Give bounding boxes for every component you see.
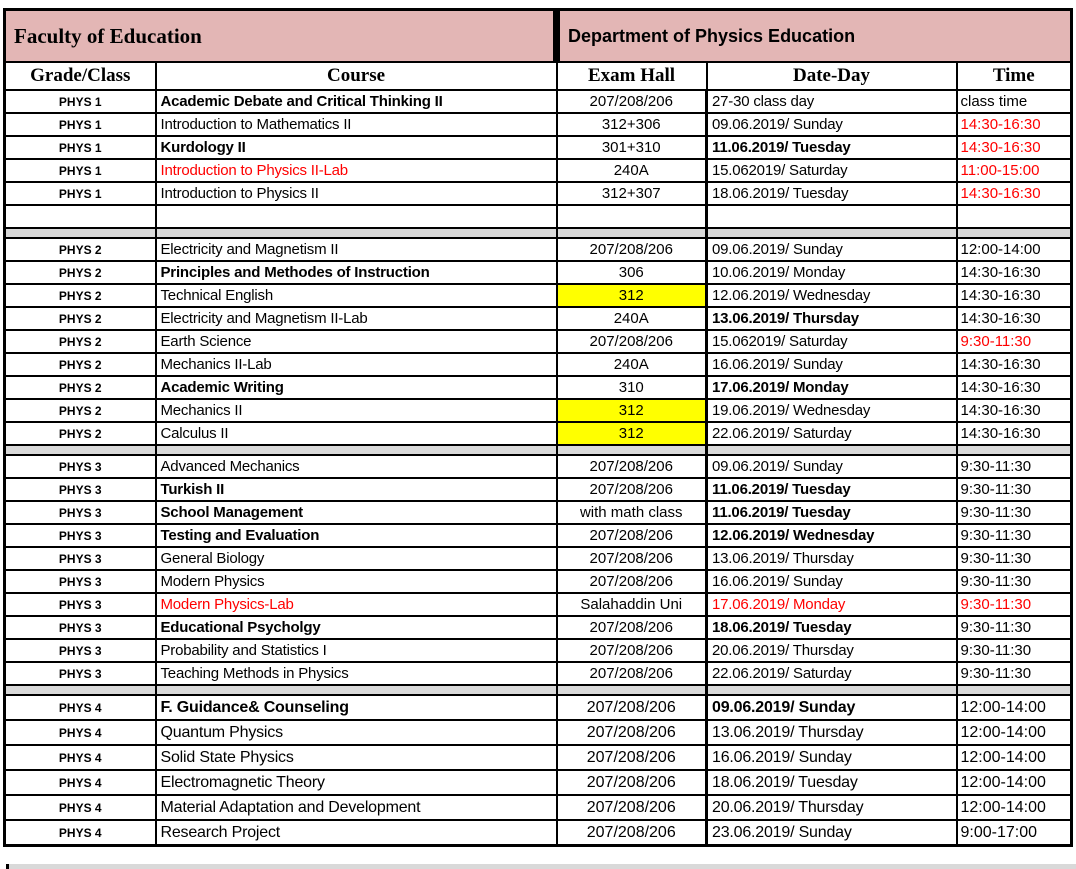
table-row — [5, 113, 1072, 136]
table-row — [5, 720, 1072, 745]
date-day-cell: 10.06.2019/ Monday — [707, 261, 957, 284]
table-row — [5, 795, 1072, 820]
date-day-cell: 17.06.2019/ Monday — [707, 376, 957, 399]
grade-cell: PHYS 1 — [5, 182, 156, 205]
separator-cell — [707, 228, 957, 238]
exam-hall-cell: Salahaddin Uni — [557, 593, 707, 616]
separator-cell — [5, 685, 156, 695]
course-cell: Testing and Evaluation — [156, 524, 557, 547]
exam-hall-cell: 207/208/206 — [557, 820, 707, 846]
time-cell: 14:30-16:30 — [957, 399, 1072, 422]
course-cell: Introduction to Mathematics II — [156, 113, 557, 136]
col-header-grade-class: Grade/Class — [5, 62, 156, 90]
time-cell: 9:30-11:30 — [957, 616, 1072, 639]
date-day-cell: 12.06.2019/ Wednesday — [707, 524, 957, 547]
time-cell: class time — [957, 90, 1072, 113]
separator-cell — [156, 228, 557, 238]
exam-hall-cell: 207/208/206 — [557, 770, 707, 795]
schedule-body — [5, 90, 1072, 846]
exam-hall-cell: 240A — [557, 307, 707, 330]
grade-cell: PHYS 1 — [5, 136, 156, 159]
grade-cell: PHYS 4 — [5, 820, 156, 846]
separator-cell — [557, 228, 707, 238]
table-row — [5, 770, 1072, 795]
banner-row — [5, 10, 1072, 63]
exam-hall-cell: 310 — [557, 376, 707, 399]
separator-cell — [5, 228, 156, 238]
table-row — [5, 593, 1072, 616]
course-cell: General Biology — [156, 547, 557, 570]
time-cell: 9:30-11:30 — [957, 330, 1072, 353]
exam-hall-cell: 312+307 — [557, 182, 707, 205]
date-day-cell: 27-30 class day — [707, 90, 957, 113]
grade-cell: PHYS 3 — [5, 616, 156, 639]
grade-cell: PHYS 3 — [5, 478, 156, 501]
date-day-cell: 12.06.2019/ Wednesday — [707, 284, 957, 307]
exam-hall-cell: 306 — [557, 261, 707, 284]
time-cell: 9:30-11:30 — [957, 570, 1072, 593]
separator-cell — [156, 685, 557, 695]
separator-cell — [957, 228, 1072, 238]
table-row — [5, 455, 1072, 478]
table-row — [5, 399, 1072, 422]
exam-hall-cell: 240A — [557, 353, 707, 376]
department-title: Department of Physics Education — [557, 10, 1072, 63]
grade-cell: PHYS 3 — [5, 662, 156, 685]
table-row — [5, 307, 1072, 330]
time-cell: 9:00-17:00 — [957, 820, 1072, 846]
date-day-cell: 18.06.2019/ Tuesday — [707, 770, 957, 795]
course-cell: Mechanics II-Lab — [156, 353, 557, 376]
date-day-cell: 09.06.2019/ Sunday — [707, 695, 957, 720]
course-cell: Introduction to Physics II-Lab — [156, 159, 557, 182]
date-day-cell: 15.062019/ Saturday — [707, 159, 957, 182]
date-day-cell: 22.06.2019/ Saturday — [707, 662, 957, 685]
table-row — [5, 182, 1072, 205]
exam-schedule-page — [3, 8, 1073, 847]
table-row — [5, 501, 1072, 524]
table-row — [5, 547, 1072, 570]
grade-cell: PHYS 3 — [5, 455, 156, 478]
faculty-title: Faculty of Education — [5, 10, 557, 63]
exam-hall-cell — [557, 205, 707, 228]
table-row — [5, 261, 1072, 284]
separator-cell — [957, 445, 1072, 455]
course-cell: Modern Physics — [156, 570, 557, 593]
time-cell: 14:30-16:30 — [957, 182, 1072, 205]
exam-hall-cell: 207/208/206 — [557, 330, 707, 353]
course-cell: Material Adaptation and Development — [156, 795, 557, 820]
time-cell: 11:00-15:00 — [957, 159, 1072, 182]
time-cell: 14:30-16:30 — [957, 422, 1072, 445]
exam-hall-cell: 312+306 — [557, 113, 707, 136]
separator-cell — [557, 685, 707, 695]
date-day-cell: 18.06.2019/ Tuesday — [707, 182, 957, 205]
course-cell: Earth Science — [156, 330, 557, 353]
course-cell: Modern Physics-Lab — [156, 593, 557, 616]
exam-hall-cell: 207/208/206 — [557, 524, 707, 547]
course-cell: Probability and Statistics I — [156, 639, 557, 662]
date-day-cell: 11.06.2019/ Tuesday — [707, 501, 957, 524]
exam-schedule-table — [3, 8, 1073, 847]
col-header-course: Course — [156, 62, 557, 90]
course-cell: Educational Psycholgy — [156, 616, 557, 639]
table-row — [5, 695, 1072, 720]
course-cell: Calculus II — [156, 422, 557, 445]
table-row — [5, 205, 1072, 228]
time-cell: 12:00-14:00 — [957, 238, 1072, 261]
table-row — [5, 639, 1072, 662]
exam-hall-cell: 301+310 — [557, 136, 707, 159]
date-day-cell: 16.06.2019/ Sunday — [707, 570, 957, 593]
grade-cell: PHYS 3 — [5, 547, 156, 570]
table-row — [5, 284, 1072, 307]
date-day-cell: 19.06.2019/ Wednesday — [707, 399, 957, 422]
date-day-cell: 20.06.2019/ Thursday — [707, 795, 957, 820]
grade-cell: PHYS 3 — [5, 524, 156, 547]
course-cell: Principles and Methodes of Instruction — [156, 261, 557, 284]
table-row — [5, 478, 1072, 501]
table-row — [5, 616, 1072, 639]
time-cell: 9:30-11:30 — [957, 501, 1072, 524]
table-row — [5, 820, 1072, 846]
date-day-cell: 09.06.2019/ Sunday — [707, 113, 957, 136]
separator-cell — [707, 685, 957, 695]
time-cell: 9:30-11:30 — [957, 639, 1072, 662]
time-cell: 9:30-11:30 — [957, 593, 1072, 616]
time-cell: 12:00-14:00 — [957, 745, 1072, 770]
time-cell: 14:30-16:30 — [957, 376, 1072, 399]
exam-hall-cell: 207/208/206 — [557, 795, 707, 820]
exam-hall-cell: 207/208/206 — [557, 238, 707, 261]
course-cell: Quantum Physics — [156, 720, 557, 745]
course-cell: Technical English — [156, 284, 557, 307]
grade-cell: PHYS 2 — [5, 399, 156, 422]
grade-cell: PHYS 3 — [5, 501, 156, 524]
date-day-cell: 16.06.2019/ Sunday — [707, 353, 957, 376]
date-day-cell: 15.062019/ Saturday — [707, 330, 957, 353]
table-row — [5, 524, 1072, 547]
time-cell: 12:00-14:00 — [957, 770, 1072, 795]
time-cell: 9:30-11:30 — [957, 547, 1072, 570]
grade-cell: PHYS 1 — [5, 90, 156, 113]
date-day-cell: 11.06.2019/ Tuesday — [707, 136, 957, 159]
grade-cell: PHYS 1 — [5, 113, 156, 136]
grade-cell: PHYS 2 — [5, 261, 156, 284]
time-cell — [957, 205, 1072, 228]
course-cell: Mechanics II — [156, 399, 557, 422]
table-row — [5, 159, 1072, 182]
exam-hall-cell: 207/208/206 — [557, 478, 707, 501]
exam-hall-cell: 207/208/206 — [557, 720, 707, 745]
course-cell: Electricity and Magnetism II — [156, 238, 557, 261]
table-row — [5, 238, 1072, 261]
date-day-cell: 13.06.2019/ Thursday — [707, 547, 957, 570]
separator-cell — [557, 445, 707, 455]
grade-cell: PHYS 4 — [5, 795, 156, 820]
col-header-exam-hall: Exam Hall — [557, 62, 707, 90]
col-header-date-day: Date-Day — [707, 62, 957, 90]
date-day-cell: 22.06.2019/ Saturday — [707, 422, 957, 445]
table-row — [5, 330, 1072, 353]
time-cell: 9:30-11:30 — [957, 478, 1072, 501]
grade-cell: PHYS 3 — [5, 593, 156, 616]
table-row — [5, 376, 1072, 399]
exam-hall-cell: 312 — [557, 399, 707, 422]
section-separator-row — [5, 228, 1072, 238]
grade-cell — [5, 205, 156, 228]
date-day-cell: 20.06.2019/ Thursday — [707, 639, 957, 662]
course-cell: Solid State Physics — [156, 745, 557, 770]
course-cell: Academic Writing — [156, 376, 557, 399]
exam-hall-cell: with math class — [557, 501, 707, 524]
grade-cell: PHYS 3 — [5, 639, 156, 662]
exam-hall-cell: 207/208/206 — [557, 745, 707, 770]
course-cell: Turkish II — [156, 478, 557, 501]
table-row — [5, 353, 1072, 376]
time-cell: 14:30-16:30 — [957, 113, 1072, 136]
exam-hall-cell: 207/208/206 — [557, 570, 707, 593]
exam-hall-cell: 207/208/206 — [557, 616, 707, 639]
date-day-cell: 13.06.2019/ Thursday — [707, 720, 957, 745]
separator-cell — [957, 685, 1072, 695]
course-cell: Teaching Methods in Physics — [156, 662, 557, 685]
separator-cell — [5, 445, 156, 455]
time-cell: 14:30-16:30 — [957, 284, 1072, 307]
exam-hall-cell: 207/208/206 — [557, 695, 707, 720]
date-day-cell — [707, 205, 957, 228]
date-day-cell: 09.06.2019/ Sunday — [707, 455, 957, 478]
course-cell: Kurdology II — [156, 136, 557, 159]
course-cell — [156, 205, 557, 228]
time-cell: 14:30-16:30 — [957, 261, 1072, 284]
time-cell: 14:30-16:30 — [957, 136, 1072, 159]
grade-cell: PHYS 4 — [5, 770, 156, 795]
date-day-cell: 09.06.2019/ Sunday — [707, 238, 957, 261]
exam-hall-cell: 207/208/206 — [557, 455, 707, 478]
exam-hall-cell: 207/208/206 — [557, 547, 707, 570]
grade-cell: PHYS 2 — [5, 422, 156, 445]
date-day-cell: 11.06.2019/ Tuesday — [707, 478, 957, 501]
time-cell: 12:00-14:00 — [957, 795, 1072, 820]
col-header-time: Time — [957, 62, 1072, 90]
grade-cell: PHYS 2 — [5, 284, 156, 307]
time-cell: 12:00-14:00 — [957, 695, 1072, 720]
exam-hall-cell: 207/208/206 — [557, 662, 707, 685]
separator-cell — [707, 445, 957, 455]
section-separator-row — [5, 685, 1072, 695]
grade-cell: PHYS 2 — [5, 238, 156, 261]
grade-cell: PHYS 1 — [5, 159, 156, 182]
table-row — [5, 662, 1072, 685]
date-day-cell: 23.06.2019/ Sunday — [707, 820, 957, 846]
separator-cell — [156, 445, 557, 455]
course-cell: Introduction to Physics II — [156, 182, 557, 205]
time-cell: 12:00-14:00 — [957, 720, 1072, 745]
grade-cell: PHYS 2 — [5, 376, 156, 399]
exam-hall-cell: 207/208/206 — [557, 639, 707, 662]
grade-cell: PHYS 4 — [5, 745, 156, 770]
table-row — [5, 422, 1072, 445]
exam-hall-cell: 312 — [557, 284, 707, 307]
table-row — [5, 745, 1072, 770]
course-cell: Research Project — [156, 820, 557, 846]
course-cell: Electromagnetic Theory — [156, 770, 557, 795]
course-cell: Advanced Mechanics — [156, 455, 557, 478]
grade-cell: PHYS 3 — [5, 570, 156, 593]
table-row — [5, 136, 1072, 159]
exam-hall-cell: 240A — [557, 159, 707, 182]
table-row — [5, 90, 1072, 113]
grade-cell: PHYS 2 — [5, 353, 156, 376]
partial-next-row-sliver — [6, 864, 1076, 869]
time-cell: 14:30-16:30 — [957, 353, 1072, 376]
time-cell: 9:30-11:30 — [957, 455, 1072, 478]
table-row — [5, 570, 1072, 593]
date-day-cell: 13.06.2019/ Thursday — [707, 307, 957, 330]
grade-cell: PHYS 4 — [5, 720, 156, 745]
exam-hall-cell: 207/208/206 — [557, 90, 707, 113]
column-header-row — [5, 62, 1072, 90]
course-cell: F. Guidance& Counseling — [156, 695, 557, 720]
grade-cell: PHYS 2 — [5, 330, 156, 353]
date-day-cell: 16.06.2019/ Sunday — [707, 745, 957, 770]
date-day-cell: 18.06.2019/ Tuesday — [707, 616, 957, 639]
grade-cell: PHYS 2 — [5, 307, 156, 330]
grade-cell: PHYS 4 — [5, 695, 156, 720]
time-cell: 9:30-11:30 — [957, 524, 1072, 547]
time-cell: 14:30-16:30 — [957, 307, 1072, 330]
course-cell: Academic Debate and Critical Thinking II — [156, 90, 557, 113]
section-separator-row — [5, 445, 1072, 455]
date-day-cell: 17.06.2019/ Monday — [707, 593, 957, 616]
time-cell: 9:30-11:30 — [957, 662, 1072, 685]
course-cell: Electricity and Magnetism II-Lab — [156, 307, 557, 330]
course-cell: School Management — [156, 501, 557, 524]
exam-hall-cell: 312 — [557, 422, 707, 445]
